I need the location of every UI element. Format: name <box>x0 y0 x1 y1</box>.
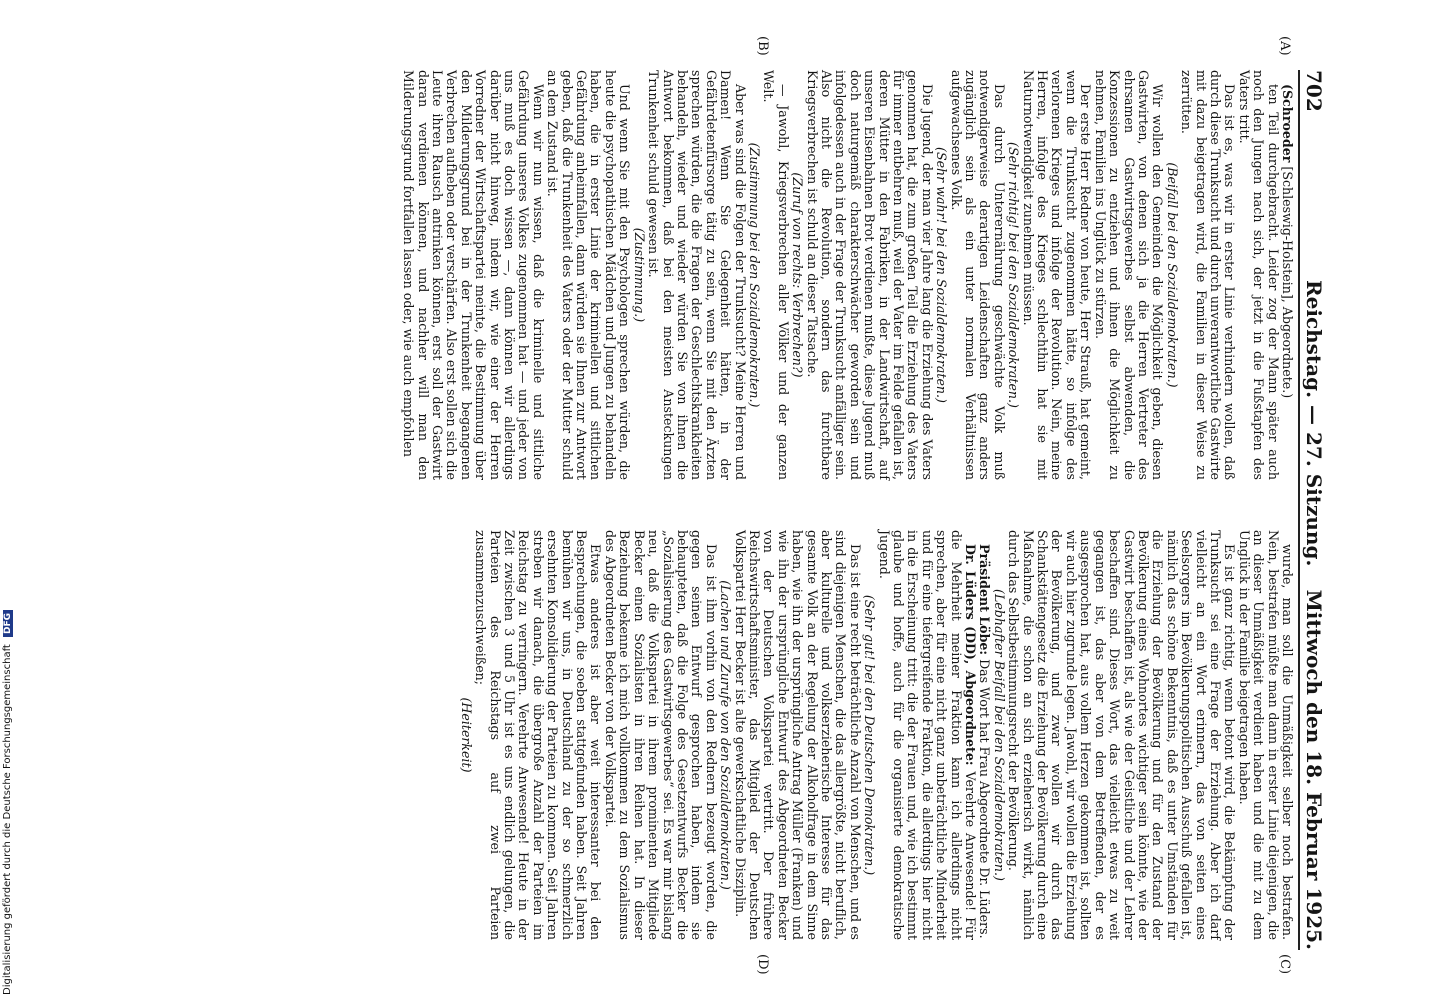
paragraph: wurde, man soll die Unmäßigkeit selber noch bestrafen. Nein, bestrafen müßte man dann in erster Linie diejenigen, die an dieser Unmäßigkeit verdient haben und die mit zu dem Unglück in der Familie beigetragen haben. <box>1236 530 1295 940</box>
margin-mark-a: (A) <box>1277 36 1292 56</box>
digitization-credit <box>2 5 13 995</box>
speaker-text: [Schleswig-Holstein], Abgeordnete.) <box>1280 166 1295 399</box>
margin-mark-b: (B) <box>755 36 770 56</box>
interjection: (Beifall bei den Sozialdemokraten.) <box>1164 162 1180 388</box>
speaker-text: Verehrte Anwesende! Für die Mehrheit meiner Fraktion kann ich allerdings nicht sprechen, aber für eine nicht ganz unbeträchtliche Minderheit und für eine tiefergreifende Fraktion, die allerdings hier nicht in die Erscheinung tritt: die der Frauen und, wie ich bestimmt glaube und hoffe, auch für die organisierte demokratische Jugend. <box>876 530 979 940</box>
paragraph: Wir wollen den Gemeinden die Möglichkeit geben, diesen Gastwirten, von denen sich ja die Herren Vertreter des ehrsamen Gastwirtsgewerbes selbst abwenden, die Konzessionen zu entziehen und ihnen die Möglichkeit zu nehmen, Familien ins Unglück zu stürzen. <box>1092 70 1166 480</box>
page-number: 702 <box>1302 70 1326 112</box>
paragraph: Etwas anderes ist aber weit interessanter bei den Besprechungen, die soeben stattgefunden haben. Seit Jahren bemühen wir uns, in Deutschland zu der so schmerzlich ersehnten Konsolidierung der Parteien zu kommen. Seit Jahren streben wir danach, die übergroße Anzahl der Parteien im Reichstag zu verringern. Verehrte Anwesende! Heute in der Zeit zwischen 3 und 5 Uhr ist es uns endlich gelungen, die Parteien des Reichstags auf zwei Parteien zusammenzuschweißen; <box>473 530 604 940</box>
speaker-text: Das Wort hat Frau Abgeordnete Dr. Lüders. <box>977 659 993 939</box>
interjection: (Heiterkeit) <box>458 697 474 773</box>
paragraph: Es ist ganz richtig, wenn betont wird, die Bekämpfung der Trunksucht sei eine Frage der Erziehung. Aber ich darf vielleicht an ein Wort erinnern, das von seiten eines Seelsorgers im Bevölkerungspolitischen Ausschuß gefallen ist, nämlich das schöne Bekenntnis, daß es unter Umständen für die Erziehung der Bevölkerung und für den Zustand der Bevölkerung eines Wohnortes wichtiger sein könnte, wie der Gastwirt beschaffen ist, als wie der Geistliche und der Lehrer beschaffen sind. Dieses Wort, das vielleicht etwas zu weit gegangen ist, das aber von dem Betreffenden, der es ausgesprochen hat, aus vollem Herzen gekommen ist, sollten wir auch hier zugrunde legen. Jawohl, wir wollen die Erziehung der Bevölkerung, und zwar wollen wir durch das Schankstättengesetz die Erziehung der Bevölkerung durch eine Maßnahme, die schon an sich erzieherisch wirkt, nämlich durch das Selbstbestimmungsrecht der Bevölkerung. <box>1006 530 1238 940</box>
margin-mark-c: (C) <box>1277 954 1292 975</box>
paragraph: Und wenn Sie mit den Psychologen sprechen würden, die heute die psychopathischen Mädchen und Jungen zu behandeln haben, die in erster Linie der kriminellen und sittlichen Gefährdung anheimfallen, dann würden sie Ihnen zur Antwort geben, daß die Trunkenheit des Vaters oder der Mutter schuld an dem Zustand ist. <box>545 70 633 480</box>
paragraph: Das durch Unterernährung geschwächte Volk muß notwendigerweise derartigen Leidenschaften ganz anders zugänglich sein als ein unter normalen Verhältnissen aufgewachsenes Volk. <box>948 70 1007 480</box>
interjection: (Sehr wahr! bei den Sozialdemokraten.) <box>934 147 950 403</box>
interjection: (Zuruf von rechts: Verbrechen?) <box>790 172 806 378</box>
paragraph: Die Jugend, der man vier Jahre lang die Erziehung des Vaters genommen hat, die zum großen Teil die Erziehung des Vaters für immer entbehren muß, weil der Vater im Felde gefallen ist, deren Mütter in den Fabriken, in der Landwirtschaft, auf unseren Eisenbahnen Brot verdienen mußte, diese Jugend muß doch naturgemäß charakterschwächer geworden sein und infolgedessen auch in der Frage der Trunksucht anfälliger sein. Also nicht die Revolution, sondern das furchtbare Kriegsverbrechen ist schuld an dieser Tatsache. <box>804 70 935 480</box>
credit-text: Digitalisierung gefördert durch die Deutsche Forschungsgemeinschaft <box>2 644 13 995</box>
paragraph: Das ist eine recht beträchtliche Anzahl von Menschen, und es sind diejenigen Menschen, die das allergrößte, nicht beruflich, aber kulturelle und volkserzieherische Interesse für das gesamte Volk an der Regelung der Alkoholfrage in dem Sinne haben, wie ihn der ursprüngliche Antrag Müller (Franken) und wie ihn der ursprüngliche Entwurf des Abgeordneten Becker von der Deutschen Volkspartei vertritt. Der frühere Reichswirtschaftsminister, das Mitglied der Deutschen Volkspartei Herr Becker ist alte gewerkschaftliche Disziplin. <box>732 530 863 940</box>
paragraph: Aber was sind die Folgen der Trunksucht? Meine Herren und Damen! Wenn Sie Gelegenheit hätten, in der Gefährdetenfürsorge tätig zu sein, wenn Sie mit den Ärzten sprechen würden, die die Fragen der Geschlechtskrankheiten behandeln, wieder und wieder würden Sie von ihnen die Antwort bekommen, daß bei den meisten Ansteckungen Trunkenheit schuld gewesen ist. <box>646 70 748 480</box>
interjection: (Zustimmung bei den Sozialdemokraten.) <box>746 142 762 408</box>
speaker-name: (Schroeder <box>1280 84 1295 163</box>
speaker-paragraph <box>876 530 977 940</box>
running-title: Reichstag. — 27. Sitzung. <box>1302 280 1326 567</box>
paragraph: Das ist ihm vorhin von den Rednern bezeugt worden, die gegen seinen Entwurf gesprochen haben, indem sie behaupteten, daß die Folge des Gesetzentwurfs Becker die „Sozialisierung des Gastwirtsgewerbes“ sei. Es war mir bislang neu, daß die Volkspartei in ihrem prominenten Mitgliede Becker einen Sozialisten in ihren Reihen hat. In dieser Beziehung bekenne ich mich vollkommen zu dem Sozialismus des Abgeordneten Becker von der Volkspartei. <box>602 530 719 940</box>
header-rule <box>1298 70 1300 950</box>
speaker-paragraph <box>1280 70 1294 480</box>
interjection: (Sehr gut! bei den Deutschen Demokraten.) <box>862 594 878 876</box>
session-date: Mittwoch den 18. Februar 1925. <box>1302 589 1326 950</box>
speaker-paragraph <box>977 530 991 940</box>
speaker-name: Präsident Löbe: <box>977 544 993 656</box>
paragraph: — Jawohl, Kriegsverbrechen aller Völker und der ganzen Welt. <box>761 70 791 480</box>
speaker-name: Dr. Lüders (DD), Abgeordnete: <box>963 544 979 766</box>
paragraph: Das ist es, was wir in erster Linie verhindern wollen, daß durch diese Trunksucht und durch unverantwortliche Gastwirte mit dazu beigetragen wird, die Familien in dieser Weise zu zerrütten. <box>1179 70 1238 480</box>
page-header <box>1300 70 1330 950</box>
scanned-page <box>130 36 1330 975</box>
text-column-left <box>401 70 1294 480</box>
paragraph: ten Teil durchgebracht. Leider zog der Mann später auch noch den Jungen nach sich, der jetzt in die Fußstapfen des Vaters tritt. <box>1236 70 1281 480</box>
interjection: (Lachen und Zurufe von den Sozialdemokraten.) <box>718 580 734 890</box>
text-column-right <box>458 530 1294 940</box>
interjection: (Zustimmung.) <box>631 227 647 323</box>
margin-mark-d: (D) <box>755 954 770 975</box>
paragraph: Wenn wir nun wissen, daß die kriminelle und sittliche Gefährdung unseres Volkes zugenommen hat — und jeder von uns muß es doch wissen —, dann können wir allerdings darüber nicht hinweg, indem wir, wie einer der Herren Vorredner der Wirtschaftspartei meinte, die Bestimmung über den Milderungsgrund bei in der Trunkenheit begangenen Verbrechen aufheben oder verschärfen. Also erst sollen sich die Leute ihren Rausch antrinken können, erst soll der Gastwirt daran verdienen können, und nachher will man den Milderungsgrund fortfallen lassen oder, wie auch empfohlen <box>401 70 546 480</box>
interjection: (Sehr richtig! bei den Sozialdemokraten.) <box>1006 142 1022 408</box>
interjection: (Lebhafter Beifall bei den Sozialdemokraten.) <box>991 589 1007 881</box>
paragraph: Der erste Herr Redner von heute, Herr Strauß, hat gemeint, wenn die Trunksucht zugenommen hätte, so infolge des verlorenen Krieges und infolge der Revolution. Nein, meine Herren, infolge des Krieges schlechthin hat sie mit Naturnotwendigkeit zunehmen müssen. <box>1020 70 1094 480</box>
dfg-logo: DFG <box>3 610 13 637</box>
